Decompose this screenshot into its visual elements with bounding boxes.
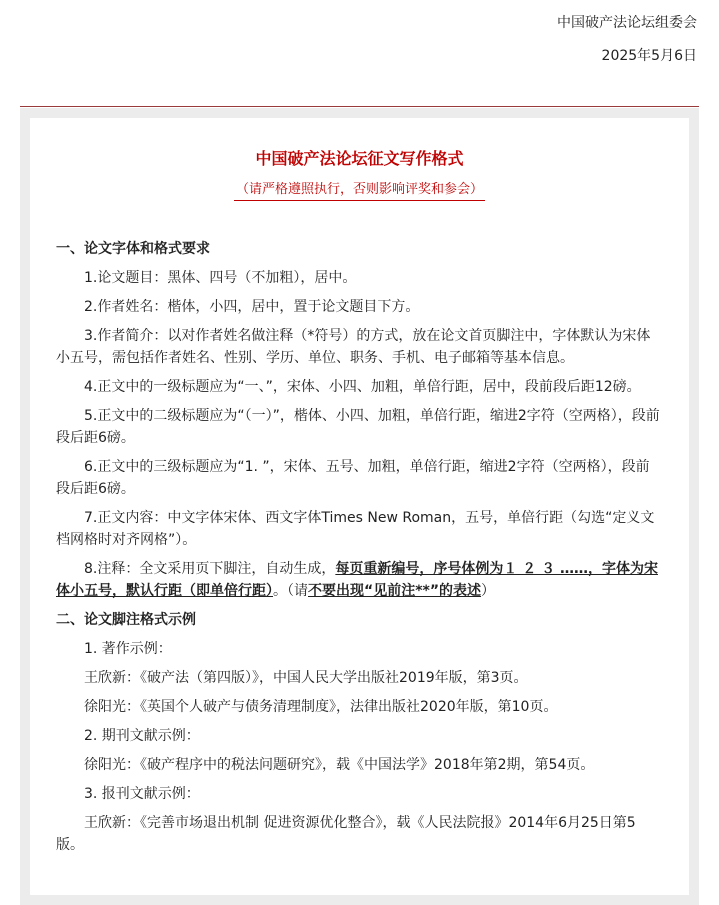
document-title: 中国破产法论坛征文写作格式 (255, 149, 464, 168)
example-newspaper-1: 王欣新：《完善市场退出机制 促进资源优化整合》，载《人民法院报》2014年6月25日第5版。 (56, 815, 636, 853)
format-item-5: 5.正文中的二级标题应为“（一）”，楷体、小四、加粗，单倍行距，缩进2字符（空两格），段前段后距6磅。 (56, 408, 660, 446)
document-page (30, 118, 689, 895)
item8-footnote-rule: 每页重新编号，序号体例为１ ２ ３ ……，字体为宋体小五号，默认行距（即单倍行距） (56, 561, 658, 599)
example-category-journals: 2. 期刊文献示例： (84, 728, 200, 744)
notice-date: 2025年5月6日 (601, 48, 697, 64)
document-subtitle: （请严格遵照执行，否则影响评奖和参会） (234, 181, 485, 201)
format-item-6: 6.正文中的三级标题应为“1. ”，宋体、五号、加粗，单倍行距，缩进2字符（空两格），段前段后距6磅。 (56, 459, 650, 497)
example-category-newspapers: 3. 报刊文献示例： (84, 786, 200, 802)
format-item-2: 2.作者姓名：楷体，小四，居中，置于论文题目下方。 (84, 299, 420, 315)
item8-prefix: 8.注释：全文采用页下脚注，自动生成， (84, 561, 336, 577)
format-item-7: 7.正文内容：中文字体宋体、西文字体Times New Roman，五号，单倍行距（勾选“定义文档网格时对齐网格”）。 (56, 510, 655, 548)
example-book-2: 徐阳光：《英国个人破产与债务清理制度》，法律出版社2020年版，第10页。 (84, 699, 558, 715)
format-item-8 (56, 558, 663, 602)
section-heading-footnote: 二、论文脚注格式示例 (56, 612, 196, 628)
organization-name: 中国破产法论坛组委会 (557, 15, 697, 31)
example-book-1: 王欣新：《破产法（第四版）》，中国人民大学出版社2019年版，第3页。 (84, 670, 528, 686)
item8-mid: 。（请 (273, 583, 308, 599)
document-frame (20, 108, 699, 905)
example-category-books: 1. 著作示例： (84, 641, 172, 657)
header-divider (20, 106, 699, 107)
format-item-4: 4.正文中的一级标题应为“一、”，宋体、小四、加粗，单倍行距，居中，段前段后距12磅。 (84, 379, 641, 395)
item8-suffix: ） (481, 583, 496, 599)
section-heading-format: 一、论文字体和格式要求 (56, 241, 210, 257)
format-item-3: 3.作者简介：以对作者姓名做注释（*符号）的方式，放在论文首页脚注中，字体默认为宋体小五号，需包括作者姓名、性别、学历、单位、职务、手机、电子邮箱等基本信息。 (56, 328, 651, 366)
example-journal-1: 徐阳光：《破产程序中的税法问题研究》，载《中国法学》2018年第2期，第54页。 (84, 757, 595, 773)
item8-warning: 不要出现“见前注**”的表述 (308, 583, 482, 599)
format-item-1: 1.论文题目：黑体、四号（不加粗），居中。 (84, 270, 357, 286)
